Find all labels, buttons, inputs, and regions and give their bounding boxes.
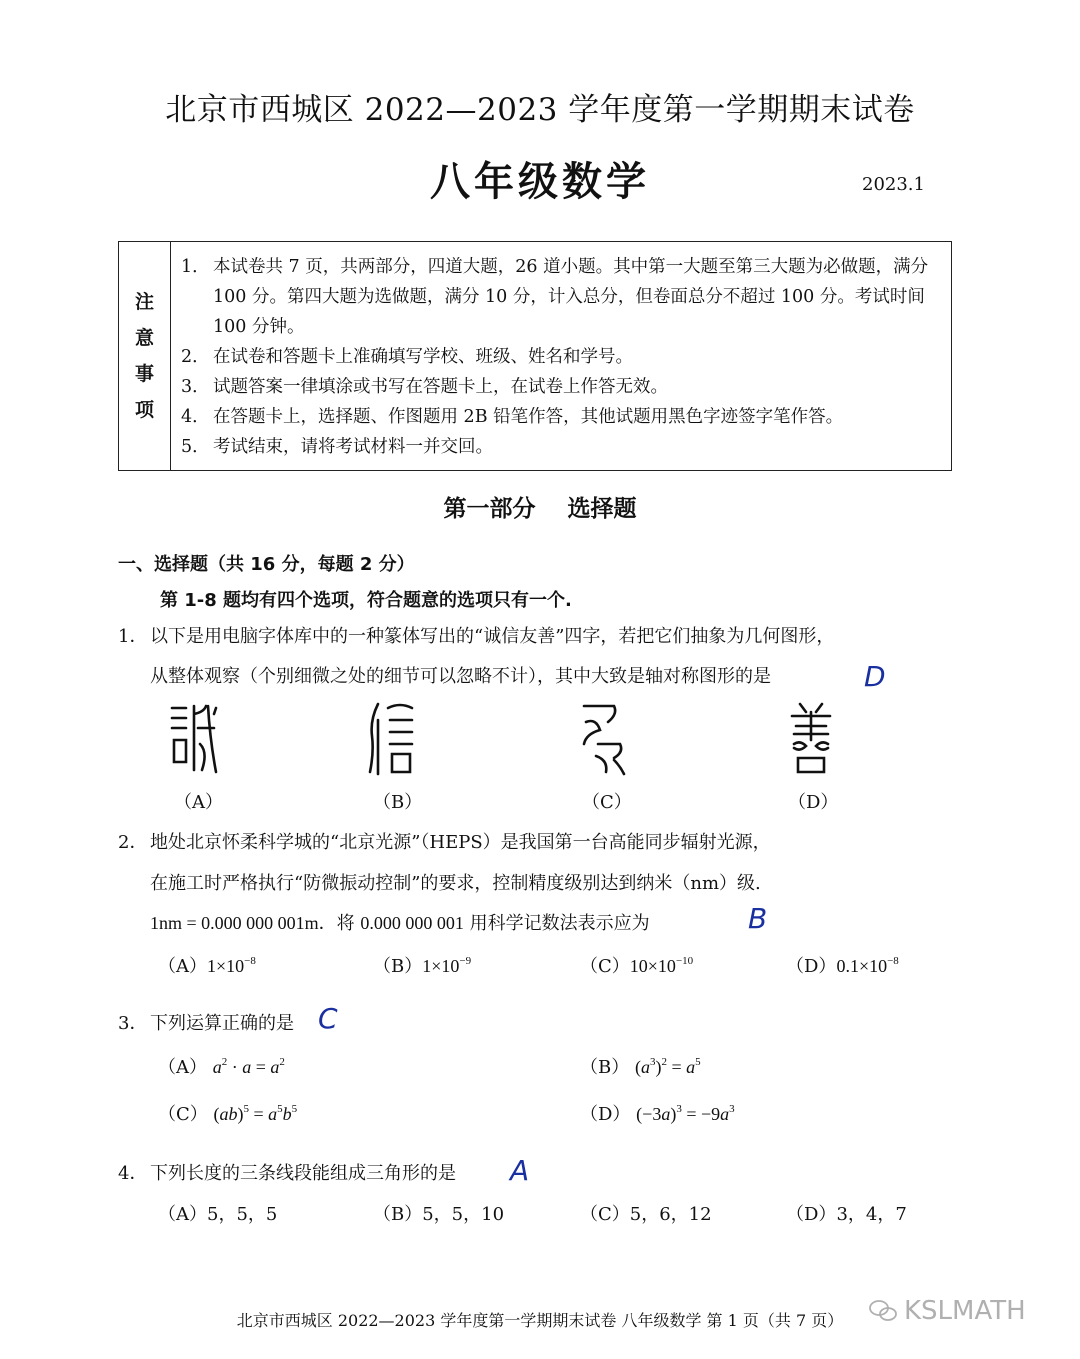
question-text-part: 0.000 000 001	[360, 913, 464, 933]
notice-item-text: 在试卷和答题卡上准确填写学校、班级、姓名和学号。	[213, 347, 633, 367]
notice-label-char: 注	[134, 291, 154, 313]
notice-item-text: 考试结束，请将考试材料一并交回。	[213, 437, 493, 457]
handwritten-answer: C	[318, 1002, 338, 1035]
question-text: 在施工时严格执行“防微振动控制”的要求，控制精度级别达到纳米（nm）级.	[150, 873, 761, 894]
option-item	[373, 1200, 504, 1226]
question-text: 从整体观察（个别细微之处的细节可以忽略不计），其中大致是轴对称图形的是	[150, 666, 771, 687]
watermark	[868, 1296, 1026, 1326]
option-label: （C）	[582, 792, 632, 813]
option-base: 10×10	[629, 956, 676, 976]
notice-item-text: 试题答案一律填涂或书写在答题卡上，在试卷上作答无效。	[213, 377, 668, 397]
watermark-text: KSLMATH	[904, 1296, 1026, 1326]
option-label: （C）	[158, 1104, 208, 1125]
option-item	[158, 1053, 285, 1079]
option-item	[158, 952, 256, 978]
option-label: （C）	[580, 956, 630, 977]
page-footer: 北京市西城区 2022—2023 学年度第一学期期末试卷 八年级数学 第 1 页（共 7 页）	[236, 1311, 844, 1330]
option-label: （D）	[788, 792, 839, 813]
handwritten-answer: B	[748, 902, 768, 935]
option-label: （A）	[174, 792, 223, 813]
question-number: 1．	[118, 626, 148, 647]
option-item	[373, 952, 471, 978]
notice-item-number: 5．	[181, 437, 210, 457]
option-formula: $(a^3)^2 = a^5$	[634, 1056, 701, 1077]
option-item	[158, 1100, 297, 1126]
option-formula: $(-3a)^3 = -9a^3$	[636, 1103, 735, 1124]
section-note: 第 1-8 题均有四个选项，符合题意的选项只有一个.	[160, 590, 572, 611]
option-text: 5，5，5	[207, 1204, 278, 1225]
notice-item	[181, 402, 943, 432]
notice-item-number: 1．	[181, 257, 210, 277]
option-label: （A）	[158, 1057, 207, 1078]
seal-script-shan	[786, 700, 836, 778]
notice-item	[181, 252, 943, 342]
seal-script-xin	[366, 700, 416, 778]
notice-label-char: 项	[134, 399, 154, 421]
notice-label	[119, 242, 171, 470]
option-exponent: −8	[887, 955, 899, 967]
option-item	[158, 1200, 277, 1226]
option-item	[786, 1200, 907, 1226]
option-item	[580, 952, 693, 978]
notice-item	[181, 432, 943, 462]
section-heading: 一、选择题（共 16 分，每题 2 分）	[118, 554, 415, 575]
option-formula: $a^2 \cdot a = a^2$	[212, 1056, 285, 1077]
notice-item-text: 本试卷共 7 页，共两部分，四道大题，26 道小题。其中第一大题至第三大题为必做题，满分 100 分。第四大题为选做题，满分 10 分，计入总分，但卷面总分不超过 100 分。考试时间 100 分钟。	[213, 257, 929, 337]
question-number: 2．	[118, 832, 148, 853]
question-number: 3．	[118, 1013, 148, 1034]
notice-label-char: 意	[134, 327, 154, 349]
option-label: （B）	[580, 1057, 630, 1078]
option-text: 5，5，10	[422, 1204, 505, 1225]
option-text: 5，6，12	[629, 1204, 712, 1225]
option-exponent: −9	[459, 955, 472, 967]
option-label: （D）	[786, 956, 837, 977]
option-item	[580, 1100, 735, 1126]
question-text-part: 1nm = 0.000 000 001m．将	[150, 913, 355, 933]
notice-item-number: 2．	[181, 347, 210, 367]
notice-item-number: 4．	[181, 407, 210, 427]
option-exponent: −10	[675, 955, 694, 967]
question-text	[150, 909, 650, 935]
seal-script-cheng	[168, 700, 218, 778]
notice-list	[181, 252, 943, 462]
handwritten-answer: D	[864, 660, 886, 693]
notice-item-text: 在答题卡上，选择题、作图题用 2B 铅笔作答，其他试题用黑色字迹签字笔作答。	[213, 407, 844, 427]
notice-item	[181, 342, 943, 372]
wechat-icon	[868, 1298, 898, 1324]
option-label: （D）	[580, 1104, 631, 1125]
question-text: 以下是用电脑字体库中的一种篆体写出的“诚信友善”四字，若把它们抽象为几何图形，	[150, 626, 835, 647]
option-base: 0.1×10	[836, 956, 888, 976]
option-text: 3，4，7	[836, 1204, 907, 1225]
question-number: 4．	[118, 1163, 148, 1184]
option-item	[580, 1200, 712, 1226]
option-item	[580, 1053, 701, 1079]
question-text: 下列长度的三条线段能组成三角形的是	[150, 1163, 456, 1184]
option-exponent: −8	[244, 955, 256, 967]
option-label: （A）	[158, 956, 207, 977]
exam-title: 北京市西城区 2022—2023 学年度第一学期期末试卷	[165, 92, 915, 128]
notice-item	[181, 372, 943, 402]
part-heading: 第一部分 选择题	[443, 496, 637, 522]
option-label: （B）	[373, 956, 423, 977]
question-text: 地处北京怀柔科学城的“北京光源”（HEPS）是我国第一台高能同步辐射光源，	[150, 832, 771, 853]
option-item	[786, 952, 899, 978]
notice-label-char: 事	[134, 363, 154, 385]
question-text-part: 用科学记数法表示应为	[469, 913, 650, 934]
option-formula: $(ab)^5 = a^5b^5$	[213, 1103, 298, 1124]
option-base: 1×10	[422, 956, 460, 976]
option-label: （B）	[373, 792, 423, 813]
exam-date: 2023.1	[862, 174, 925, 195]
option-label: （D）	[786, 1204, 837, 1225]
option-base: 1×10	[207, 956, 245, 976]
notice-box	[118, 241, 952, 471]
option-label: （A）	[158, 1204, 207, 1225]
subject-title: 八年级数学	[430, 159, 650, 205]
handwritten-answer: A	[510, 1154, 530, 1187]
question-text: 下列运算正确的是	[150, 1013, 294, 1034]
seal-script-you	[578, 700, 628, 778]
notice-item-number: 3．	[181, 377, 210, 397]
option-label: （C）	[580, 1204, 630, 1225]
option-label: （B）	[373, 1204, 423, 1225]
